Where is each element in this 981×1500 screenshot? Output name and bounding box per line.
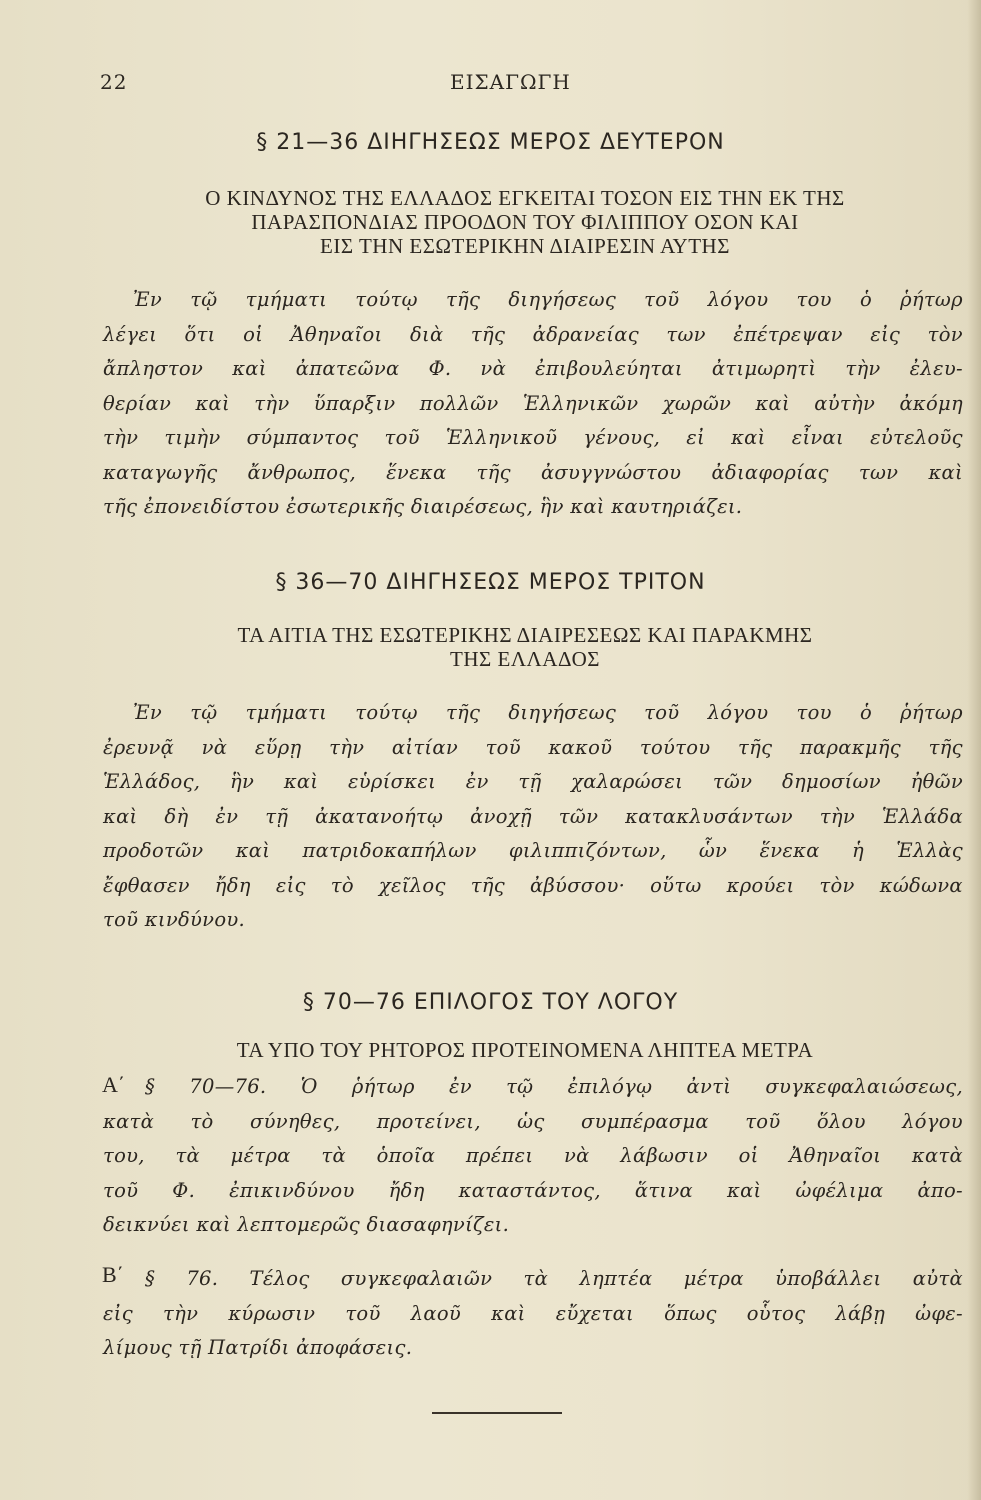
body-line bbox=[103, 421, 963, 456]
word: ἀκόμη bbox=[899, 391, 963, 415]
word: Ἑλλὰς bbox=[896, 839, 963, 862]
word: αἰτίαν bbox=[391, 735, 458, 759]
body-line bbox=[103, 1297, 963, 1332]
word: ὁποῖα bbox=[376, 1144, 436, 1167]
word: τὸ bbox=[190, 1109, 214, 1133]
word: ὅτι bbox=[184, 322, 216, 346]
word: μέτρα bbox=[683, 1267, 744, 1290]
word: φιλιππιζόντων, bbox=[508, 839, 667, 862]
word: εἰς bbox=[275, 873, 306, 897]
word: Τέλος bbox=[249, 1267, 310, 1290]
word: καὶ bbox=[731, 426, 766, 449]
item-a-body-cont bbox=[103, 1105, 963, 1243]
word: ἀδρανείας bbox=[532, 322, 639, 346]
word: χεῖλος bbox=[378, 873, 446, 897]
word: ἄνθρωπος, bbox=[247, 460, 357, 484]
word: οἱ bbox=[243, 322, 264, 346]
subheading-line: ΠΑΡΑΣΠΟΝΔΙΑΣ ΠΡΟΟΔΟΝ ΤΟΥ ΦΙΛΙΠΠΟΥ ΟΣΟΝ ΚΑΙ bbox=[251, 210, 799, 234]
word: 70—76. bbox=[189, 1075, 267, 1098]
word: οὕτω bbox=[650, 873, 702, 897]
word: εὕρῃ bbox=[254, 735, 302, 759]
body-line: λίμους τῇ Πατρίδι ἀποφάσεις. bbox=[103, 1336, 413, 1359]
word: οὗτος bbox=[746, 1301, 806, 1325]
item-marker-a: Α΄ bbox=[102, 1072, 126, 1097]
body-line bbox=[103, 765, 963, 800]
word: τὴν bbox=[845, 357, 881, 380]
body-line bbox=[103, 456, 963, 491]
word: ἐπιβουλεύηται bbox=[535, 357, 683, 380]
word: λόγου bbox=[707, 701, 769, 724]
word: Ἑλληνικοῦ bbox=[445, 426, 558, 449]
subheading-line: Ο ΚΙΝΔΥΝΟΣ ΤΗΣ ΕΛΛΑΔΟΣ ΕΓΚΕΙΤΑΙ ΤΟΣΟΝ ΕΙΣ ΤΗΝ ΕΚ ΤΗΣ bbox=[205, 186, 845, 210]
page-header bbox=[100, 70, 921, 100]
word: νὰ bbox=[201, 735, 228, 759]
word: εὐτελοῦς bbox=[870, 426, 963, 449]
body-line bbox=[103, 1105, 963, 1140]
word: τῆς bbox=[445, 288, 481, 311]
word: ὅλου bbox=[816, 1109, 866, 1133]
word: ἐπικινδύνου bbox=[229, 1178, 355, 1202]
subheading-line: ΤΑ ΥΠΟ ΤΟΥ ΡΗΤΟΡΟΣ ΠΡΟΤΕΙΝΟΜΕΝΑ ΛΗΠΤΕΑ ΜΕΤΡΑ bbox=[236, 1038, 814, 1062]
word: καταγωγῆς bbox=[103, 460, 218, 484]
word: ὁ bbox=[859, 288, 872, 311]
word: ἅτινα bbox=[634, 1178, 693, 1202]
word: τὴν bbox=[103, 426, 139, 449]
running-title: ΕΙΣΑΓΩΓΗ bbox=[450, 70, 571, 94]
word: τῇ bbox=[518, 770, 542, 793]
word: κρούει bbox=[726, 873, 795, 897]
word: ἄπληστον bbox=[103, 357, 204, 380]
word: ἔφθασεν bbox=[103, 873, 190, 897]
word: ἀπατεῶνα bbox=[295, 357, 400, 380]
section-heading-2: § 36—70 ΔΙΗΓΗΣΕΩΣ ΜΕΡΟΣ ΤΡΙΤΟΝ bbox=[275, 570, 706, 595]
section-subheading-3 bbox=[100, 1038, 950, 1062]
section-body-2 bbox=[103, 696, 963, 938]
body-line bbox=[103, 1139, 963, 1174]
word: ἕνεκα bbox=[759, 839, 820, 862]
word: ἐπιλόγῳ bbox=[567, 1075, 653, 1098]
body-line bbox=[103, 731, 963, 766]
word: Φ. bbox=[172, 1178, 196, 1202]
word: τούτῳ bbox=[355, 701, 418, 724]
word: ἠθῶν bbox=[910, 770, 963, 793]
word: τὸ bbox=[330, 873, 354, 897]
word: εἰ bbox=[686, 426, 705, 449]
word: ἐν bbox=[448, 1075, 472, 1098]
word: ἀντὶ bbox=[686, 1075, 732, 1098]
word: ἤδη bbox=[388, 1178, 425, 1202]
word: θερίαν bbox=[103, 391, 172, 415]
word: τῷ bbox=[190, 288, 218, 311]
word: λάβῃ bbox=[835, 1301, 886, 1325]
word: Ἐν bbox=[133, 288, 163, 311]
word: τῆς bbox=[470, 873, 505, 897]
word: του bbox=[796, 288, 832, 311]
word: § bbox=[145, 1075, 156, 1098]
word: δημοσίων bbox=[781, 770, 881, 793]
page-number: 22 bbox=[100, 70, 128, 94]
word: εἰς bbox=[103, 1301, 133, 1325]
word: Φ. bbox=[428, 357, 452, 380]
word: σύνηθες, bbox=[249, 1109, 341, 1133]
body-line bbox=[103, 283, 963, 318]
word: καὶ bbox=[195, 391, 230, 415]
word: τμήματι bbox=[245, 701, 328, 724]
word: οἱ bbox=[738, 1144, 759, 1167]
word: ἕνεκα bbox=[386, 460, 447, 484]
subheading-line: ΕΙΣ ΤΗΝ ΕΣΩΤΕΡΙΚΗΝ ΔΙΑΙΡΕΣΙΝ ΑΥΤΗΣ bbox=[320, 234, 730, 258]
word: τῷ bbox=[190, 701, 218, 724]
body-line bbox=[103, 800, 963, 835]
body-line bbox=[103, 869, 963, 904]
section-heading-1: § 21—36 ΔΙΗΓΗΣΕΩΣ ΜΕΡΟΣ ΔΕΥΤΕΡΟΝ bbox=[256, 130, 725, 155]
word: ἐν bbox=[215, 804, 239, 828]
word: ἤδη bbox=[214, 873, 251, 897]
word: τοῦ bbox=[644, 288, 680, 311]
word: τὰ bbox=[175, 1144, 200, 1167]
word: εἶναι bbox=[791, 426, 844, 449]
word: κώδωνα bbox=[879, 873, 963, 897]
word: χωρῶν bbox=[662, 391, 732, 415]
section-subheading-2 bbox=[100, 623, 950, 671]
word: νὰ bbox=[480, 357, 507, 380]
word: ἀδιαφορίας bbox=[711, 460, 829, 484]
word: Ἑλλάδος, bbox=[103, 770, 201, 793]
word: διὰ bbox=[409, 322, 444, 346]
word: τοῦ bbox=[384, 426, 420, 449]
word: πατριδοκαπήλων bbox=[302, 839, 477, 862]
word: ὧν bbox=[698, 839, 728, 862]
word: ὡς bbox=[517, 1109, 545, 1133]
word: τὴν bbox=[254, 391, 290, 415]
word: νὰ bbox=[564, 1144, 590, 1167]
word: γένους, bbox=[583, 426, 661, 449]
body-line bbox=[103, 834, 963, 869]
word: ἐρευνᾷ bbox=[103, 735, 175, 759]
word: τῷ bbox=[506, 1075, 534, 1098]
word: Ἑλληνικῶν bbox=[522, 391, 639, 415]
section-body-1 bbox=[103, 283, 963, 525]
word: ἐλευ- bbox=[909, 357, 963, 380]
word: τὰ bbox=[523, 1267, 549, 1290]
word: συμπέρασμα bbox=[580, 1109, 709, 1133]
word: παρακμῆς bbox=[799, 735, 901, 759]
word: των bbox=[666, 322, 706, 346]
body-line bbox=[103, 1174, 963, 1209]
word: § bbox=[145, 1267, 156, 1290]
word: τὸν bbox=[819, 873, 855, 897]
word: του bbox=[796, 701, 832, 724]
word: πολλῶν bbox=[419, 391, 499, 415]
word: τῆς bbox=[470, 322, 506, 346]
word: ῥήτωρ bbox=[900, 701, 963, 724]
word: κατακλυσάντων bbox=[625, 804, 793, 828]
word: ὕπαρξιν bbox=[313, 391, 396, 415]
word: καὶ bbox=[928, 460, 963, 484]
word: τμήματι bbox=[245, 288, 328, 311]
word: ἀκατανοήτῳ bbox=[315, 804, 444, 828]
word: τὰ bbox=[321, 1144, 346, 1167]
subheading-line: ΤΗΣ ΕΛΛΑΔΟΣ bbox=[450, 647, 600, 671]
word: καὶ bbox=[232, 357, 267, 380]
word: πρέπει bbox=[465, 1144, 534, 1167]
word: διηγήσεως bbox=[508, 701, 617, 724]
word: διηγήσεως bbox=[508, 288, 617, 311]
word: εὔχεται bbox=[555, 1301, 635, 1325]
item-marker-b: Β΄ bbox=[102, 1262, 124, 1287]
word: 76. bbox=[186, 1267, 219, 1290]
word: ἐν bbox=[465, 770, 489, 793]
word: τῆς bbox=[476, 460, 511, 484]
body-line: δεικνύει καὶ λεπτομερῶς διασαφηνίζει. bbox=[103, 1213, 510, 1236]
body-line bbox=[145, 1262, 963, 1297]
word: τοῦ bbox=[103, 1178, 139, 1202]
word: καὶ bbox=[726, 1178, 762, 1202]
word: δὴ bbox=[164, 804, 189, 828]
word: τούτου bbox=[639, 735, 711, 759]
word: σύμπαντος bbox=[246, 426, 359, 449]
word: του, bbox=[103, 1144, 145, 1167]
word: Ἐν bbox=[133, 701, 163, 724]
word: τοῦ bbox=[485, 735, 521, 759]
word: κατὰ bbox=[911, 1144, 963, 1167]
word: ἀτιμωρητὶ bbox=[711, 357, 817, 380]
word: ἀσυγγνώστου bbox=[540, 460, 682, 484]
subheading-line: ΤΑ ΑΙΤΙΑ ΤΗΣ ΕΣΩΤΕΡΙΚΗΣ ΔΙΑΙΡΕΣΕΩΣ ΚΑΙ ΠΑΡΑΚΜΗΣ bbox=[237, 623, 813, 647]
word: τῇ bbox=[265, 804, 289, 828]
word: κύρωσιν bbox=[228, 1301, 316, 1325]
word: συγκεφαλαιώσεως, bbox=[765, 1075, 963, 1098]
word: καὶ bbox=[235, 839, 271, 862]
word: εἰς bbox=[870, 322, 901, 346]
body-line: τοῦ κινδύνου. bbox=[103, 908, 246, 931]
word: τοῦ bbox=[345, 1301, 381, 1325]
word: ἣν bbox=[229, 770, 255, 793]
word: τιμὴν bbox=[164, 426, 221, 449]
word: ἐπέτρεψαν bbox=[733, 322, 843, 346]
word: ῥήτωρ bbox=[351, 1075, 415, 1098]
word: ἀπο- bbox=[917, 1178, 963, 1202]
word: καταστάντος, bbox=[458, 1178, 601, 1202]
word: λόγου bbox=[707, 288, 769, 311]
item-b-body bbox=[145, 1262, 963, 1297]
word: ὅπως bbox=[664, 1301, 717, 1325]
word: λάβωσιν bbox=[620, 1144, 708, 1167]
word: ὠφέλιμα bbox=[795, 1178, 884, 1202]
word: λαοῦ bbox=[410, 1301, 462, 1325]
word: ἀβύσσου· bbox=[530, 873, 626, 897]
word: κατὰ bbox=[103, 1109, 155, 1133]
word: καὶ bbox=[491, 1301, 526, 1325]
word: ὁ bbox=[859, 701, 872, 724]
body-line bbox=[103, 696, 963, 731]
word: καὶ bbox=[103, 804, 138, 828]
body-line bbox=[145, 1070, 963, 1105]
word: ὠφε- bbox=[915, 1301, 963, 1325]
body-line bbox=[103, 352, 963, 387]
word: τῶν bbox=[712, 770, 753, 793]
word: Ἀθηναῖοι bbox=[290, 322, 383, 346]
item-a-body bbox=[145, 1070, 963, 1105]
word: τούτῳ bbox=[355, 288, 418, 311]
word: τὴν bbox=[329, 735, 365, 759]
word: ἡ bbox=[852, 839, 864, 862]
word: αὐτὰ bbox=[912, 1267, 963, 1290]
word: εὑρίσκει bbox=[348, 770, 437, 793]
word: ὑποβάλλει bbox=[775, 1267, 882, 1290]
word: καὶ bbox=[283, 770, 319, 793]
word: προτείνει, bbox=[376, 1109, 481, 1133]
word: καὶ bbox=[755, 391, 790, 415]
word: χαλαρώσει bbox=[571, 770, 684, 793]
item-b-body-cont bbox=[103, 1297, 963, 1366]
word: κακοῦ bbox=[548, 735, 613, 759]
word: τῆς bbox=[445, 701, 481, 724]
word: προδοτῶν bbox=[103, 839, 204, 862]
page-edge-shadow bbox=[967, 0, 981, 1500]
word: τῶν bbox=[558, 804, 599, 828]
word: τῆς bbox=[928, 735, 963, 759]
word: μέτρα bbox=[230, 1144, 291, 1167]
word: Ἀθηναῖοι bbox=[789, 1144, 882, 1167]
body-line: τῆς ἐπονειδίστου ἐσωτερικῆς διαιρέσεως, ἣν καὶ καυτηριάζει. bbox=[103, 495, 743, 518]
word: αὐτὴν bbox=[814, 391, 876, 415]
body-line bbox=[103, 318, 963, 353]
word: τὴν bbox=[163, 1301, 199, 1325]
word: ληπτέα bbox=[579, 1267, 653, 1290]
word: λέγει bbox=[103, 322, 158, 346]
word: Ἑλλάδα bbox=[881, 804, 963, 828]
word: τὸν bbox=[927, 322, 963, 346]
body-line bbox=[103, 387, 963, 422]
word: τοῦ bbox=[644, 701, 680, 724]
section-heading-3: § 70—76 ΕΠΙΛΟΓΟΣ ΤΟΥ ΛΟΓΟΥ bbox=[302, 990, 679, 1015]
word: τοῦ bbox=[745, 1109, 781, 1133]
word: λόγου bbox=[902, 1109, 963, 1133]
word: τὴν bbox=[819, 804, 855, 828]
word: των bbox=[858, 460, 899, 484]
section-subheading-1 bbox=[100, 186, 950, 258]
word: τῆς bbox=[738, 735, 773, 759]
closing-rule bbox=[432, 1412, 562, 1414]
word: Ὁ bbox=[300, 1075, 318, 1098]
word: ῥήτωρ bbox=[900, 288, 963, 311]
word: ἀνοχῇ bbox=[470, 804, 532, 828]
word: συγκεφαλαιῶν bbox=[340, 1267, 493, 1290]
